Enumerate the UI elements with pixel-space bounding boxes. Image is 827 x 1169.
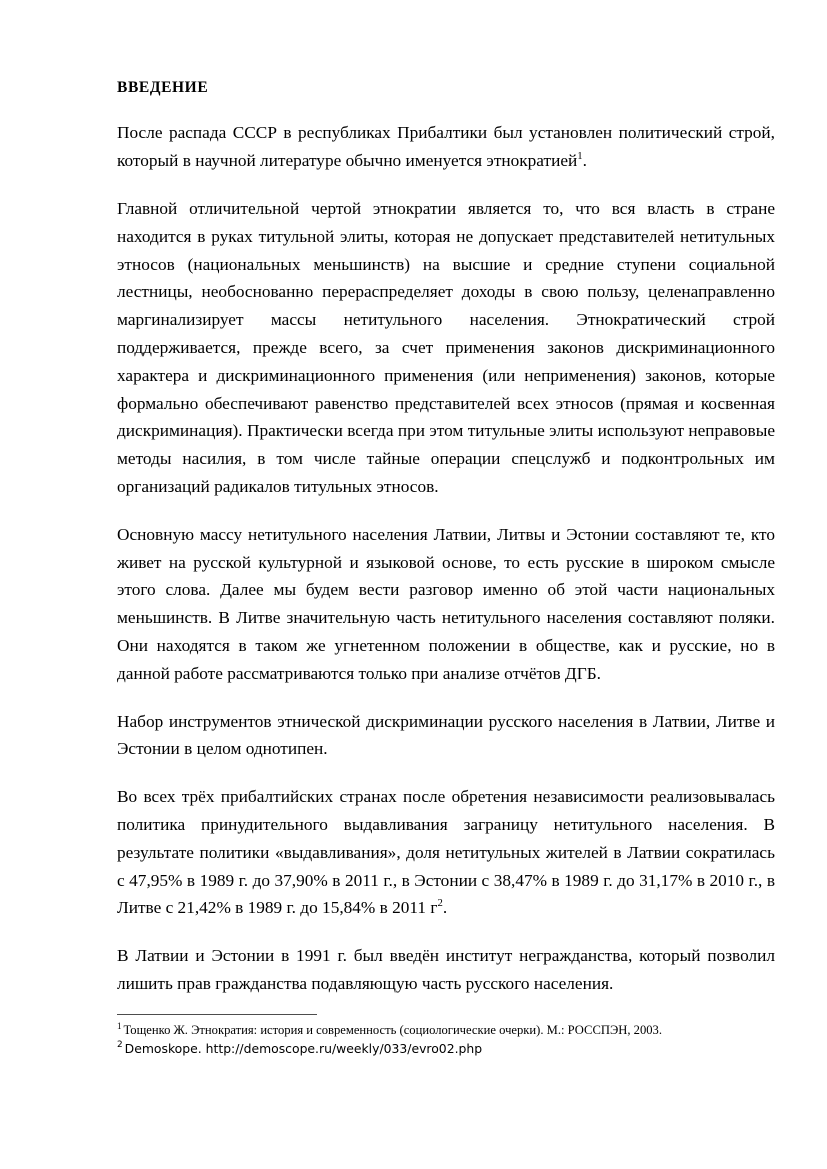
footnote-text-2[interactable]: Demoskope. http://demoscope.ru/weekly/033/evro02.php [124,1040,483,1056]
paragraph-population-statistics [117,783,775,922]
paragraph-discrimination-tools: Набор инструментов этнической дискриминации русского населения в Латвии, Литве и Эстонии в целом однотипен. [117,711,775,759]
page-title: ВВЕДЕНИЕ [117,79,209,96]
document-body [117,78,775,998]
footnote-marker-2: 2 [117,1040,123,1051]
paragraph-population-statistics-text: Во всех трёх прибалтийских странах после обретения независимости реализовывалась политика принудительного выдавливания заграницу нетитульного населения. В результате политики «выдавливания», доля нетитульных жителей в Латвии сократилась с 47,95% в 1989 г. до 37,90% в 2011 г., в Эстонии с 38,47% в 1989 г. до 31,17% в 2010 г., в Литве с 21,42% в 1989 г. до 15,84% в 2011 г [117,787,775,918]
paragraph-intro-text: После распада СССР в республиках Прибалтики был установлен политический строй, который в научной литературе обычно именуется этнократией [117,123,775,171]
paragraph-intro [117,119,775,175]
paragraph-russian-population: Основную массу нетитульного населения Латвии, Литвы и Эстонии составляют те, кто живет на русской культурной и языковой основе, то есть русские в широком смысле этого слова. Далее мы будем вести разговор именно об этой части национальных меньшинств. В Литве значительную часть нетитульного населения составляют поляки. Они находятся в таком же угнетенном положении в обществе, как и русские, но в данной работе рассматриваются только при анализе отчётов ДГБ. [117,524,775,683]
footnote-separator [117,1014,317,1015]
paragraph-population-statistics-tail: . [442,898,448,918]
footnote-marker-1: 1 [117,1020,122,1031]
footnote-area [117,1014,775,1058]
footnote-item-1 [117,1022,775,1039]
paragraph-intro-tail: . [582,151,587,171]
footnote-reference-2[interactable]: 2 [437,897,443,910]
footnote-reference-1[interactable]: 1 [577,150,583,163]
footnote-text-1: Тощенко Ж. Этнократия: история и современность (социологические очерки). М.: РОССПЭН, 2003. [123,1023,662,1037]
paragraph-non-citizenship: В Латвии и Эстонии в 1991 г. был введён институт негражданства, который позволил лишить прав гражданства подавляющую часть русского населения. [117,946,775,993]
footnote-item-2 [117,1040,775,1057]
paragraph-ethnocracy-definition: Главной отличительной чертой этнократии является то, что вся власть в стране находится в руках титульной элиты, которая не допускает представителей нетитульных этносов (национальных меньшинств) на высшие и средние ступени социальной лестницы, необоснованно перераспределяет доходы в свою пользу, целенаправленно маргинализирует массы нетитульного населения. Этнократический строй поддерживается, прежде всего, за счет применения законов дискриминационного характера и дискриминационного применения (или неприменения) законов, которые формально обеспечивают равенство представителей всех этносов (прямая и косвенная дискриминация). Практически всегда при этом титульные элиты используют неправовые методы насилия, в том числе тайные операции спецслужб и подконтрольных им организаций радикалов титульных этносов. [117,198,775,496]
